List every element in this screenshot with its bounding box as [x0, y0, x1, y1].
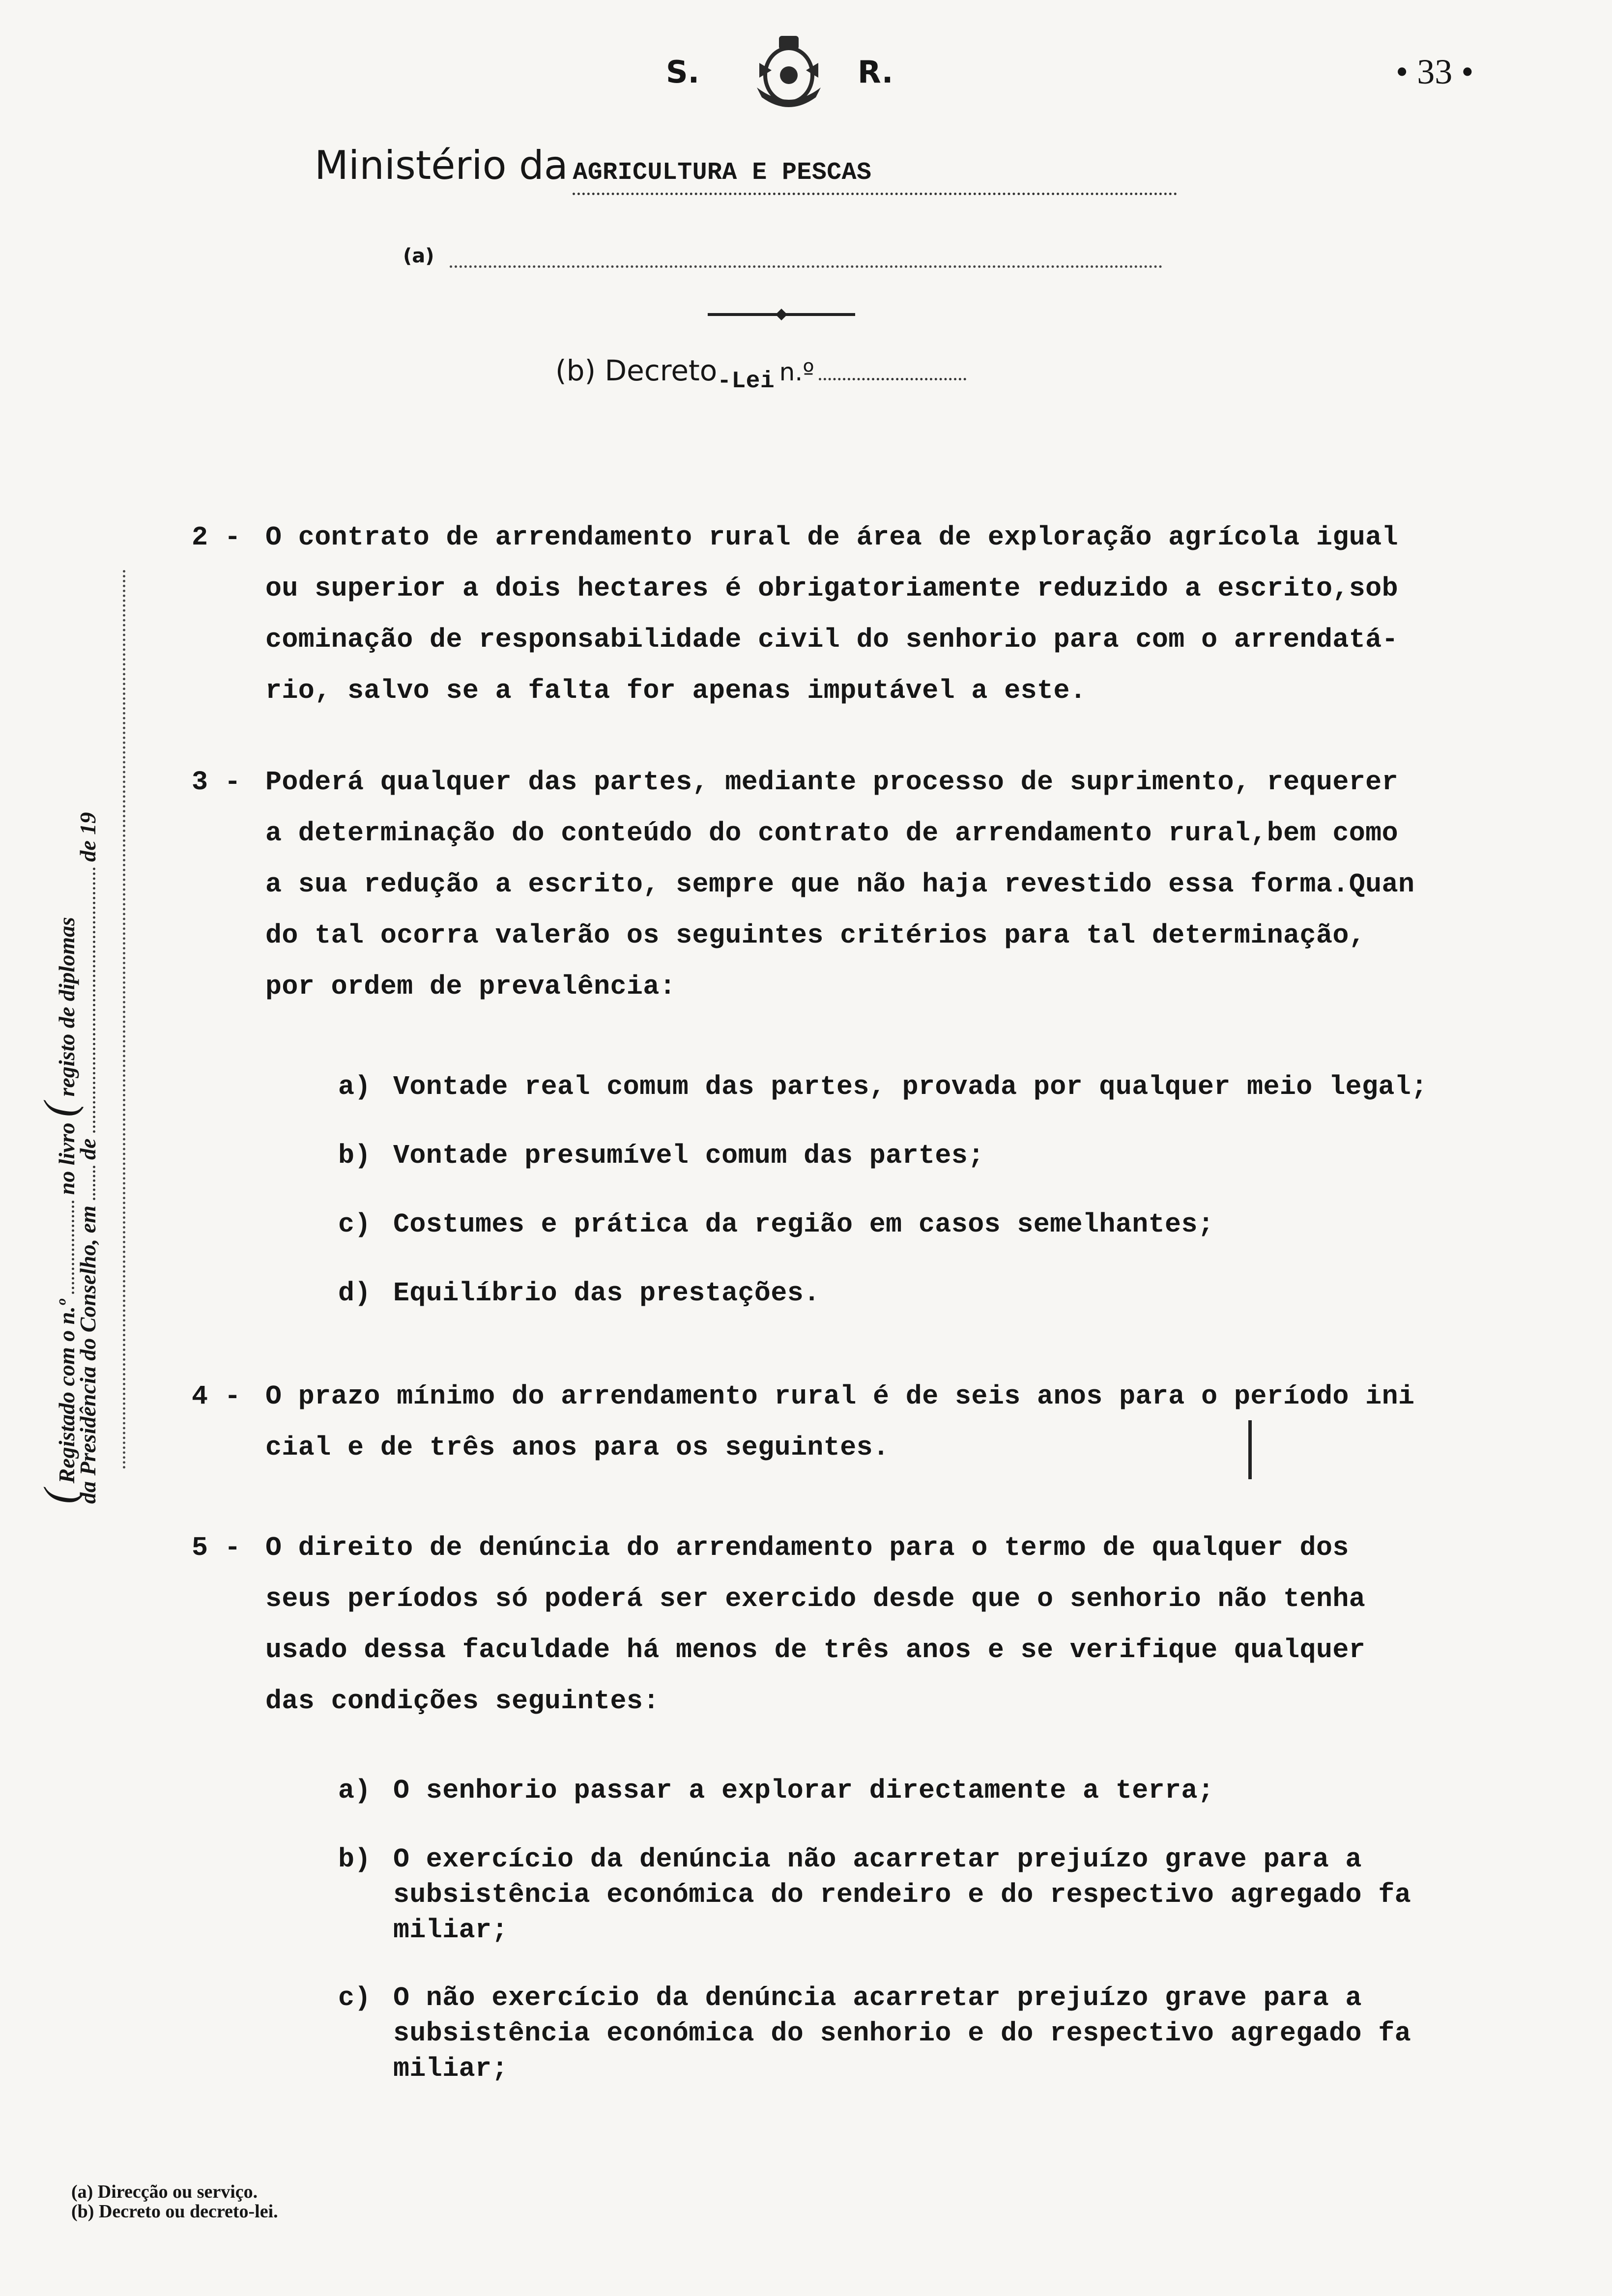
paragraph-line: usado dessa faculdade há menos de três anos e se verifique qualquer [265, 1635, 1366, 1665]
list-item-3b [338, 1130, 984, 1181]
item-label: b) [338, 1140, 371, 1171]
margin-pen-mark [1248, 1420, 1252, 1479]
item-line: O senhorio passar a explorar directamente a terra; [393, 1775, 1214, 1806]
paragraph-4 [192, 1371, 1414, 1473]
item-label: a) [338, 1071, 371, 1102]
paragraph-line: das condições seguintes: [265, 1686, 660, 1717]
decree-number-label: n.º [779, 358, 814, 386]
paragraph-line: ou superior a dois hectares é obrigatoriamente reduzido a escrito,sob [265, 573, 1398, 604]
paragraph-number: 4 - [192, 1381, 241, 1412]
paragraph-line: por ordem de prevalência: [265, 971, 676, 1002]
list-item-5b [338, 1842, 1411, 1948]
item-label: b) [338, 1844, 371, 1875]
paragraph-line: cial e de três anos para os seguintes. [265, 1432, 890, 1463]
list-item-5c [338, 1980, 1411, 2087]
paragraph-number: 5 - [192, 1532, 241, 1563]
margin-dotted-rule [123, 570, 125, 1469]
header-r-letter: R. [858, 54, 893, 90]
decree-number-field [819, 378, 966, 380]
coat-of-arms-emblem [742, 29, 835, 117]
list-item-3d [338, 1268, 820, 1319]
item-label: c) [338, 1982, 371, 2013]
margin-note-line2-b: de [75, 1138, 100, 1160]
margin-note-line2-c: de 19 [75, 812, 100, 862]
field-a-line [450, 265, 1162, 268]
list-item-3c [338, 1199, 1214, 1250]
item-label: d) [338, 1278, 371, 1309]
paragraph-line: cominação de responsabilidade civil do senhorio para com o arrendatá- [265, 624, 1398, 655]
paragraph-line: O contrato de arrendamento rural de área de exploração agrícola igual [265, 522, 1398, 553]
page-number: • 33 • [1396, 52, 1474, 91]
item-label: c) [338, 1209, 371, 1240]
paragraph-line: Poderá qualquer das partes, mediante processo de suprimento, requerer [265, 767, 1398, 798]
margin-note-line1-a: Registado com o n.º [54, 1299, 79, 1484]
item-line: Vontade real comum das partes, provada por qualquer meio legal; [393, 1071, 1428, 1102]
item-line: subsistência económica do rendeiro e do respectivo agregado fa [393, 1879, 1411, 1910]
paragraph-line: a determinação do conteúdo do contrato de arrendamento rural,bem como [265, 818, 1398, 849]
paragraph-number: 3 - [192, 767, 241, 798]
decree-prefix: (b) Decreto [555, 354, 718, 387]
item-line: Costumes e prática da região em casos semelhantes; [393, 1209, 1214, 1240]
paragraph-line: O direito de denúncia do arrendamento para o termo de qualquer dos [265, 1532, 1349, 1563]
margin-note-line1-b: no livro [54, 1122, 79, 1195]
header-s-letter: S. [666, 54, 700, 90]
ministry-line [315, 143, 1177, 195]
ministry-label: Ministério da [315, 143, 568, 188]
paragraph-5 [192, 1522, 1365, 1727]
margin-note-line2-a: da Presidência do Conselho, em [75, 1205, 100, 1504]
item-line: miliar; [393, 2053, 508, 2084]
footnotes [71, 2182, 278, 2221]
margin-registration-note: ( Registado com o n.º no livro ( registo de diplomas da Presidência do Conselho, em de de 19 [35, 812, 100, 1504]
paragraph-2 [192, 512, 1398, 717]
decree-line [555, 354, 966, 395]
item-line: miliar; [393, 1915, 508, 1946]
paragraph-number: 2 - [192, 522, 241, 553]
item-line: Equilíbrio das prestações. [393, 1278, 820, 1309]
decree-handwritten: -Lei [717, 368, 775, 395]
margin-note-line1-c: registo de diplomas [54, 917, 79, 1097]
item-line: O exercício da denúncia não acarretar prejuízo grave para a [393, 1844, 1362, 1875]
paragraph-line: a sua redução a escrito, sempre que não haja revestido essa forma.Quan [265, 869, 1415, 900]
ministry-name: AGRICULTURA E PESCAS [573, 153, 1177, 195]
list-item-3a [338, 1062, 1428, 1113]
item-line: subsistência económica do senhorio e do respectivo agregado fa [393, 2018, 1411, 2049]
paragraph-line: seus períodos só poderá ser exercido desde que o senhorio não tenha [265, 1583, 1366, 1614]
item-line: Vontade presumível comum das partes; [393, 1140, 984, 1171]
list-item-5a [338, 1765, 1214, 1816]
item-line: O não exercício da denúncia acarretar prejuízo grave para a [393, 1982, 1362, 2013]
paragraph-3 [192, 757, 1414, 1012]
paragraph-line: O prazo mínimo do arrendamento rural é de seis anos para o período ini [265, 1381, 1415, 1412]
item-label: a) [338, 1775, 371, 1806]
separator-ornament [708, 305, 855, 324]
field-a-label: (a) [403, 245, 434, 267]
paragraph-line: do tal ocorra valerão os seguintes critérios para tal determinação, [265, 920, 1366, 951]
footnote-b: (b) Decreto ou decreto-lei. [71, 2201, 278, 2222]
footnote-a: (a) Direcção ou serviço. [71, 2181, 258, 2202]
paragraph-line: rio, salvo se a falta for apenas imputável a este. [265, 675, 1087, 706]
